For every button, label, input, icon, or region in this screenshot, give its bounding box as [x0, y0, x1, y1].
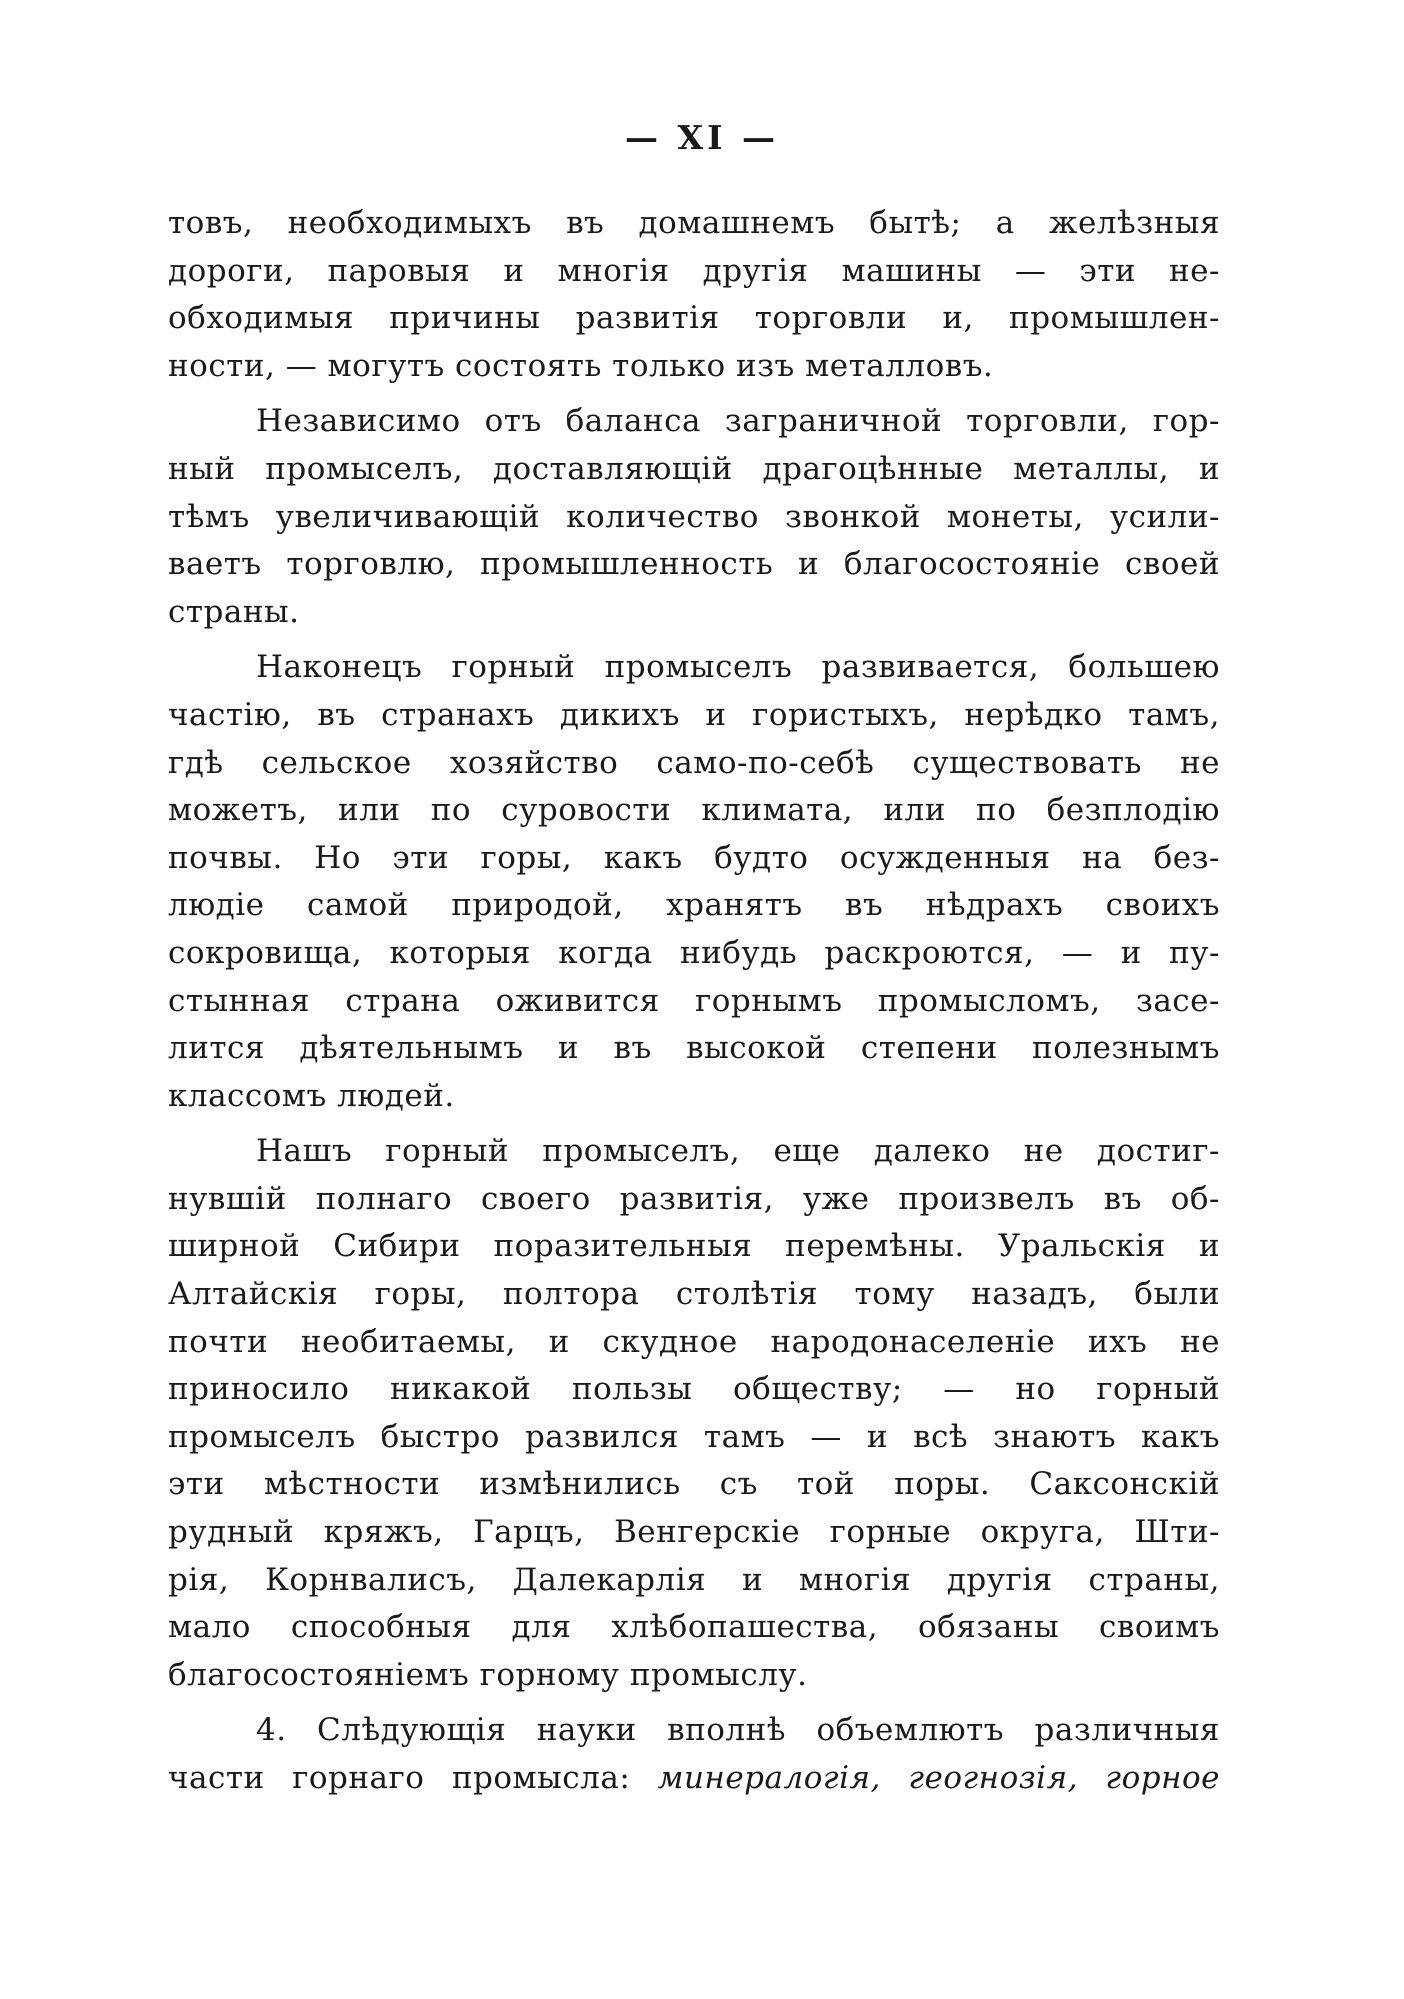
text-line: тѣмъ увеличивающій количество звонкой монеты, усили- [168, 498, 1220, 535]
text-line: Алтайскія горы, полтора столѣтія тому назадъ, были [168, 1276, 1220, 1313]
text-line: ности, — могутъ состоять только изъ металловъ. [168, 347, 994, 384]
text-line: обходимыя причины развитія торговли и, промышлен- [168, 300, 1220, 337]
text-line: рія, Корнвалисъ, Далекарлія и многія другія страны, [168, 1561, 1220, 1598]
text-line: почвы. Но эти горы, какъ будто осужденныя на без- [168, 839, 1220, 876]
text-line: лится дѣятельнымъ и въ высокой степени полезнымъ [168, 1030, 1220, 1067]
text-line: стынная страна оживится горнымъ промысломъ, засе- [168, 982, 1220, 1019]
text-line-with-italic [168, 1755, 1220, 1803]
text-line: приносило никакой пользы обществу; — но горный [168, 1371, 1220, 1408]
text-line: частію, въ странахъ дикихъ и гористыхъ, нерѣдко тамъ, [168, 696, 1220, 733]
paragraph-2 [168, 398, 1220, 636]
text-line: Нашъ горный промыселъ, еще далеко не достиг- [256, 1133, 1220, 1170]
text-segment: части горнаго промысла: [168, 1760, 658, 1796]
text-line: мало способныя для хлѣбопашества, обязаны своимъ [168, 1609, 1220, 1646]
paragraph-5 [168, 1707, 1220, 1802]
text-line: рудный кряжъ, Гарцъ, Венгерскіе горные округа, Шти- [168, 1514, 1220, 1551]
text-line: ный промыселъ, доставляющій драгоцѣнные металлы, и [168, 450, 1220, 487]
text-line: товъ, необходимыхъ въ домашнемъ бытѣ; а желѣзныя [168, 205, 1220, 241]
paragraph-4 [168, 1128, 1220, 1699]
text-line: сокровища, которыя когда нибудь раскроются, — и пу- [168, 934, 1220, 971]
paragraph-1 [168, 200, 1220, 390]
text-line: эти мѣстности измѣнились съ той поры. Саксонскій [168, 1466, 1220, 1503]
text-line: промыселъ быстро развился тамъ — и всѣ знаютъ какъ [168, 1418, 1220, 1455]
text-line: классомъ людей. [168, 1077, 455, 1114]
paragraph-3 [168, 644, 1220, 1120]
text-line: 4. Слѣдующія науки вполнѣ объемлютъ различныя [256, 1712, 1220, 1749]
italic-terms: минералогія, геогнозія, горное [657, 1760, 1220, 1796]
text-line: дороги, паровыя и многія другія машины — эти не- [168, 252, 1220, 289]
text-line: Наконецъ горный промыселъ развивается, большею [256, 649, 1220, 686]
text-line: нувшій полнаго своего развитія, уже произвелъ въ об- [168, 1180, 1220, 1217]
text-line: гдѣ сельское хозяйство само-по-себѣ существовать не [168, 744, 1220, 781]
text-line: Независимо отъ баланса заграничной торговли, гор- [256, 403, 1220, 440]
body-text [168, 200, 1220, 1803]
text-line: ширной Сибири поразительныя перемѣны. Уральскія и [168, 1228, 1220, 1265]
text-line: людіе самой природой, хранятъ въ нѣдрахъ своихъ [168, 887, 1220, 924]
text-line: почти необитаемы, и скудное народонаселеніе ихъ не [168, 1323, 1220, 1360]
page-number: — XI — [624, 118, 780, 157]
text-line: страны. [168, 593, 300, 630]
text-line: можетъ, или по суровости климата, или по безплодію [168, 792, 1220, 829]
text-line: благосостояніемъ горному промыслу. [168, 1656, 808, 1693]
text-line: ваетъ торговлю, промышленность и благосостояніе своей [168, 546, 1220, 583]
